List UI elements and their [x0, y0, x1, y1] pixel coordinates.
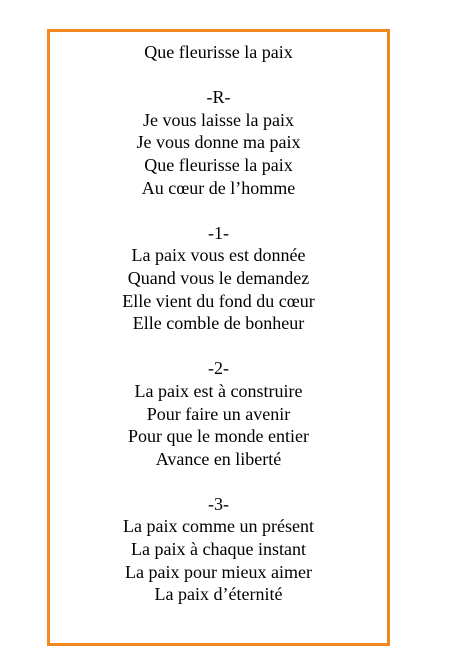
poem-line: Avance en liberté: [155, 448, 282, 469]
poem-title: Que fleurisse la paix: [144, 42, 293, 62]
stanza-marker: -2-: [208, 358, 229, 379]
poem-line: La paix comme un présent: [123, 516, 314, 537]
poem-line: La paix est à construire: [134, 380, 303, 401]
poem-line: Elle comble de bonheur: [132, 313, 305, 334]
poem-line: Quand vous le demandez: [127, 267, 310, 288]
poem-line: Je vous laisse la paix: [143, 109, 294, 130]
stanza-2: [50, 357, 387, 470]
stanza-refrain: [50, 86, 387, 199]
poem-line: Pour que le monde entier: [128, 426, 309, 447]
stanza-marker: -3-: [208, 493, 229, 514]
poem-line: La paix pour mieux aimer: [125, 561, 312, 582]
poem-line: Pour faire un avenir: [146, 403, 291, 424]
poem-line: La paix d’éternité: [154, 584, 283, 605]
document-frame: [47, 29, 390, 646]
stanza-marker: -R-: [206, 87, 231, 108]
stanza-1: [50, 222, 387, 335]
poem: [50, 41, 387, 606]
poem-line: Elle vient du fond du cœur: [122, 290, 315, 311]
poem-line: Au cœur de l’homme: [141, 177, 296, 198]
poem-line: Je vous donne ma paix: [136, 132, 301, 153]
poem-line: Que fleurisse la paix: [144, 154, 293, 175]
stanza-3: [50, 493, 387, 606]
poem-line: La paix à chaque instant: [131, 539, 306, 560]
poem-line: La paix vous est donnée: [131, 245, 306, 266]
stanza-marker: -1-: [208, 222, 229, 243]
